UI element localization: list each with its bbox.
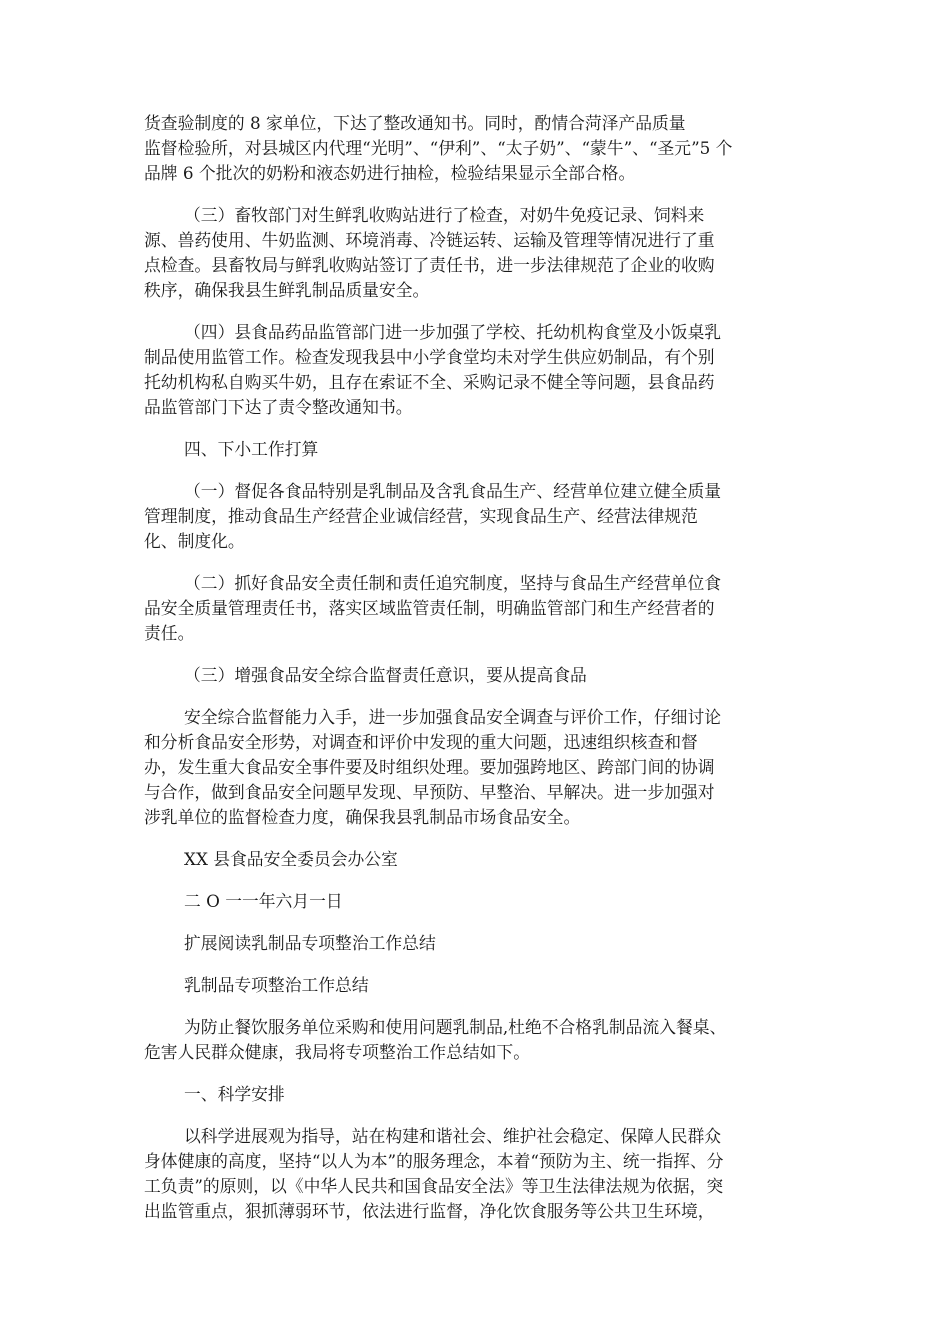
text-line: 扩展阅读乳制品专项整治工作总结 [184, 933, 436, 953]
text-line: 品安全质量管理责任书，落实区域监管责任制，明确监管部门和生产经营者的 [144, 598, 715, 618]
text-line: （四）县食品药品监管部门进一步加强了学校、托幼机构食堂及小饭桌乳 [184, 322, 722, 342]
paragraph [144, 973, 804, 998]
text-line: 制品使用监管工作。检查发现我县中小学食堂均未对学生供应奶制品，有个别 [144, 347, 715, 367]
text-line: （三）畜牧部门对生鲜乳收购站进行了检查，对奶牛免疫记录、饲料来 [184, 205, 705, 225]
text-line: 秩序，确保我县生鲜乳制品质量安全。 [144, 280, 430, 300]
paragraph [144, 847, 804, 872]
text-line: 二 O 一一年六月一日 [184, 891, 343, 911]
paragraph [144, 889, 804, 914]
text-line: 身体健康的高度，坚持“以人为本”的服务理念，本着“预防为主、统一指挥、分 [144, 1151, 724, 1171]
paragraph [144, 931, 804, 956]
paragraph [144, 1082, 804, 1107]
text-line: （三）增强食品安全综合监督责任意识，要从提高食品 [184, 665, 587, 685]
text-line: 点检查。县畜牧局与鲜乳收购站签订了责任书，进一步法律规范了企业的收购 [144, 255, 715, 275]
text-line: 责任。 [144, 623, 195, 643]
paragraph [144, 437, 804, 462]
text-line: 与合作，做到食品安全问题早发现、早预防、早整治、早解决。进一步加强对 [144, 782, 715, 802]
text-line: 四、下小工作打算 [184, 439, 319, 459]
text-line: 一、科学安排 [184, 1084, 285, 1104]
text-line: 源、兽药使用、牛奶监测、环境消毒、冷链运转、运输及管理等情况进行了重 [144, 230, 715, 250]
paragraph [144, 1015, 804, 1065]
paragraph [144, 111, 804, 186]
text-line: 以科学进展观为指导，站在构建和谐社会、维护社会稳定、保障人民群众 [184, 1126, 722, 1146]
text-line: 办，发生重大食品安全事件要及时组织处理。要加强跨地区、跨部门间的协调 [144, 757, 715, 777]
text-line: 货查验制度的 8 家单位，下达了整改通知书。同时，酌情合菏泽产品质量 [144, 113, 686, 133]
text-line: 和分析食品安全形势，对调查和评价中发现的重大问题，迅速组织核查和督 [144, 732, 698, 752]
text-line: 危害人民群众健康，我局将专项整治工作总结如下。 [144, 1042, 530, 1062]
text-line: 监督检验所，对县城区内代理“光明”、“伊利”、“太子奶”、“蒙牛”、“圣元”5 个 [144, 138, 733, 158]
paragraph [144, 320, 804, 420]
text-line: 乳制品专项整治工作总结 [184, 975, 369, 995]
text-line: 化、制度化。 [144, 531, 245, 551]
text-line: 涉乳单位的监督检查力度，确保我县乳制品市场食品安全。 [144, 807, 581, 827]
paragraph [144, 663, 804, 688]
paragraph [144, 479, 804, 554]
text-line: 品牌 6 个批次的奶粉和液态奶进行抽检，检验结果显示全部合格。 [144, 163, 636, 183]
text-line: 出监管重点，狠抓薄弱环节，依法进行监督，净化饮食服务等公共卫生环境， [144, 1201, 715, 1221]
text-line: 管理制度，推动食品生产经营企业诚信经营，实现食品生产、经营法律规范 [144, 506, 698, 526]
paragraph [144, 1124, 804, 1224]
paragraph [144, 571, 804, 646]
text-line: 品监管部门下达了责令整改通知书。 [144, 397, 413, 417]
text-line: 工负责”的原则，以《中华人民共和国食品安全法》等卫生法律法规为依据，突 [144, 1176, 724, 1196]
text-line: （二）抓好食品安全责任制和责任追究制度，坚持与食品生产经营单位食 [184, 573, 722, 593]
paragraph [144, 705, 804, 830]
text-line: 托幼机构私自购买牛奶，且存在索证不全、采购记录不健全等问题，县食品药 [144, 372, 715, 392]
text-line: 安全综合监督能力入手，进一步加强食品安全调查与评价工作，仔细讨论 [184, 707, 722, 727]
text-line: XX 县食品安全委员会办公室 [184, 849, 398, 869]
document-body [144, 111, 804, 1241]
text-line: 为防止餐饮服务单位采购和使用问题乳制品,杜绝不合格乳制品流入餐桌、 [184, 1017, 727, 1037]
paragraph [144, 203, 804, 303]
text-line: （一）督促各食品特别是乳制品及含乳食品生产、经营单位建立健全质量 [184, 481, 722, 501]
